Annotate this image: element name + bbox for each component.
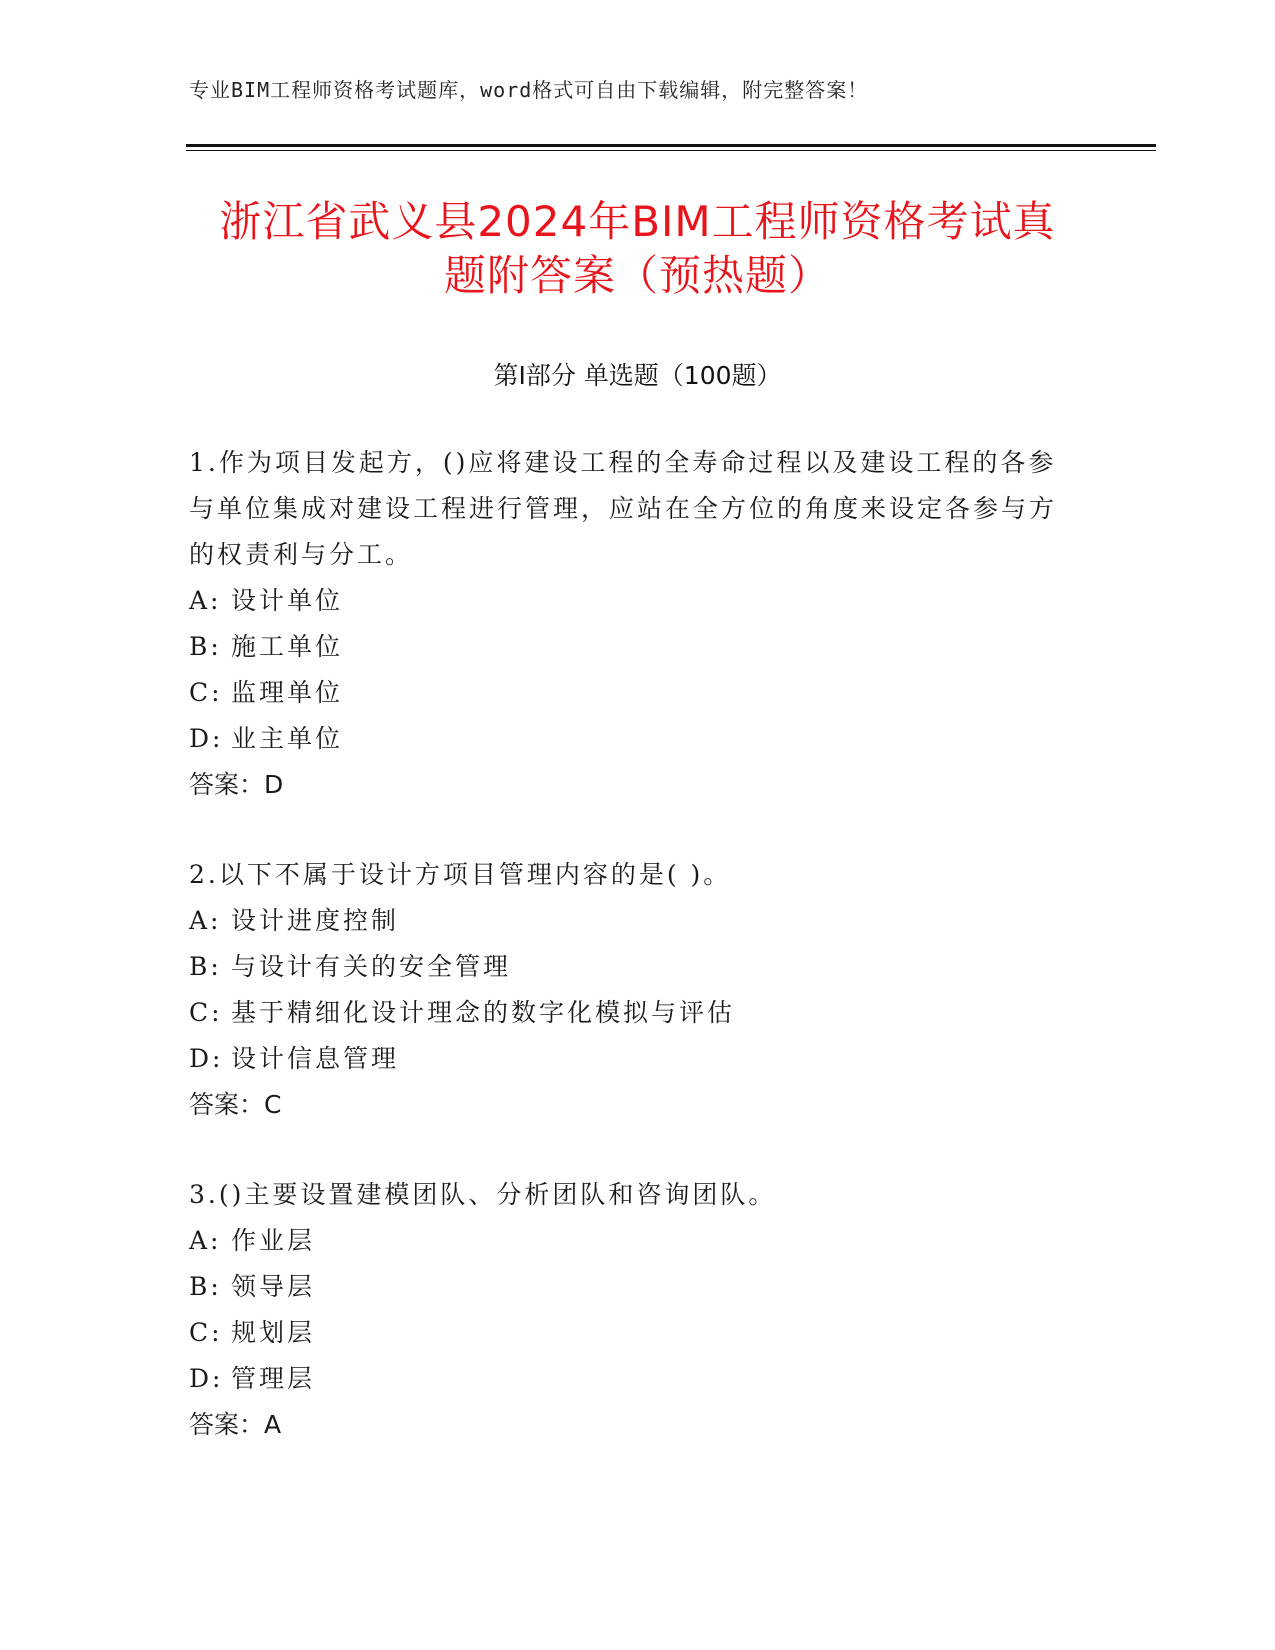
question-stem: 1.作为项目发起方，()应将建设工程的全寿命过程以及建设工程的各参与单位集成对建设工程进行管理，应站在全方位的角度来设定各参与方的权责利与分工。 bbox=[189, 448, 1058, 569]
option-letter: A: bbox=[189, 586, 222, 615]
question-item bbox=[189, 1172, 1069, 1448]
option-text: 施工单位 bbox=[231, 632, 344, 661]
section-heading: 第Ⅰ部分 单选题（100题） bbox=[493, 361, 782, 390]
option-b bbox=[189, 1264, 1069, 1310]
option-letter: C: bbox=[189, 678, 223, 707]
option-b bbox=[189, 944, 1069, 990]
option-a bbox=[189, 578, 1069, 624]
option-b bbox=[189, 624, 1069, 670]
option-a bbox=[189, 898, 1069, 944]
document-title bbox=[140, 195, 1135, 303]
question-list bbox=[189, 440, 1069, 1492]
header-divider-thin bbox=[186, 150, 1156, 151]
option-text: 作业层 bbox=[231, 1226, 316, 1255]
answer-line: 答案：D bbox=[189, 770, 284, 799]
option-letter: C: bbox=[189, 998, 223, 1027]
option-letter: C: bbox=[189, 1318, 223, 1347]
option-c bbox=[189, 670, 1069, 716]
option-text: 设计单位 bbox=[231, 586, 344, 615]
option-letter: D: bbox=[189, 1364, 224, 1393]
option-letter: B: bbox=[189, 952, 222, 981]
option-letter: B: bbox=[189, 1272, 222, 1301]
answer-line: 答案：C bbox=[189, 1090, 282, 1119]
option-a bbox=[189, 1218, 1069, 1264]
option-d bbox=[189, 1356, 1069, 1402]
option-d bbox=[189, 1036, 1069, 1082]
option-d bbox=[189, 716, 1069, 762]
option-text: 设计信息管理 bbox=[231, 1044, 400, 1073]
option-text: 规划层 bbox=[231, 1318, 316, 1347]
option-text: 领导层 bbox=[231, 1272, 316, 1301]
option-c bbox=[189, 990, 1069, 1036]
option-letter: A: bbox=[189, 906, 222, 935]
header-divider-thick bbox=[186, 144, 1156, 147]
option-letter: D: bbox=[189, 1044, 224, 1073]
option-text: 监理单位 bbox=[231, 678, 344, 707]
document-title-line2: 题附答案（预热题） bbox=[443, 251, 831, 300]
option-text: 管理层 bbox=[231, 1364, 316, 1393]
option-letter: D: bbox=[189, 724, 224, 753]
option-text: 业主单位 bbox=[231, 724, 344, 753]
option-c bbox=[189, 1310, 1069, 1356]
question-stem: 3.()主要设置建模团队、分析团队和咨询团队。 bbox=[189, 1180, 777, 1209]
option-text: 与设计有关的安全管理 bbox=[231, 952, 512, 981]
option-letter: A: bbox=[189, 1226, 222, 1255]
option-text: 设计进度控制 bbox=[231, 906, 400, 935]
question-item bbox=[189, 852, 1069, 1128]
option-letter: B: bbox=[189, 632, 222, 661]
header-note: 专业BIM工程师资格考试题库，word格式可自由下载编辑，附完整答案！ bbox=[189, 78, 869, 102]
answer-line: 答案：A bbox=[189, 1410, 282, 1439]
option-text: 基于精细化设计理念的数字化模拟与评估 bbox=[231, 998, 736, 1027]
question-item bbox=[189, 440, 1069, 808]
question-stem: 2.以下不属于设计方项目管理内容的是( )。 bbox=[189, 860, 732, 889]
document-title-line1: 浙江省武义县2024年BIM工程师资格考试真 bbox=[219, 197, 1056, 246]
